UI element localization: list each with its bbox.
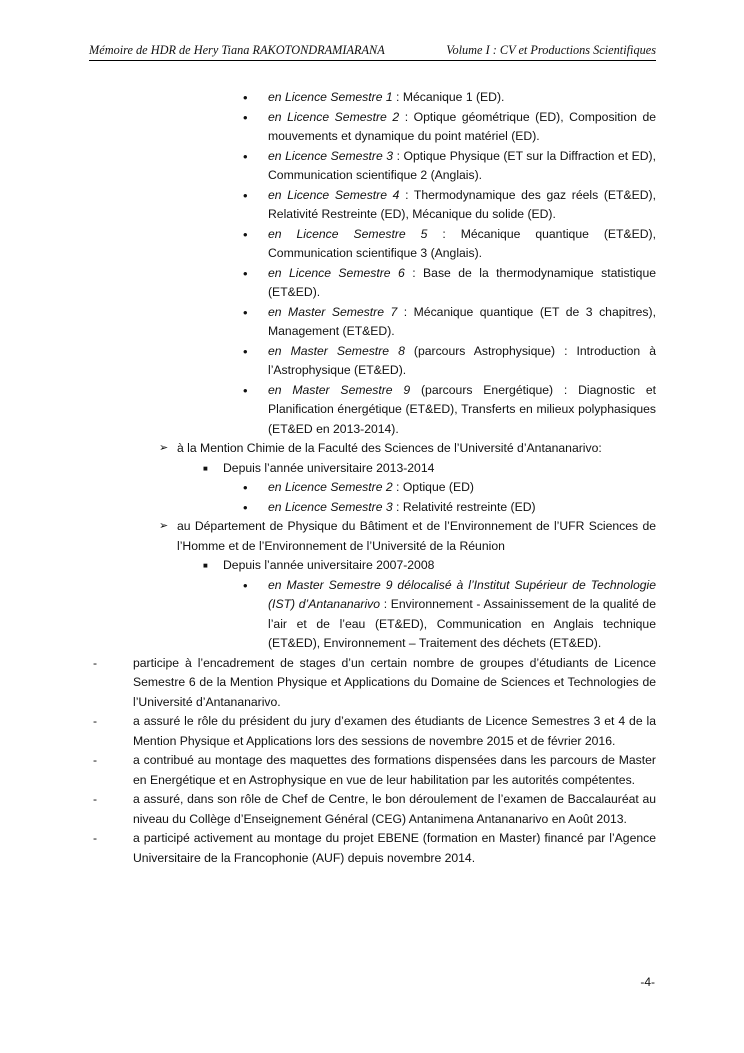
course-desc: : Mécanique 1 (ED).: [392, 90, 505, 104]
course-desc: : Thermodynamique des gaz réels (ET&ED), Relativité Restreinte (ED), Mécanique du solide (ED).: [268, 187, 656, 221]
role-item: [0, 654, 744, 713]
list-item: [0, 186, 744, 225]
list-item: [0, 88, 744, 108]
role-text: participe à l’encadrement de stages d’un certain nombre de groupes d’étudiants de Licence Semestre 6 de la Mention Physique et Applications du Domaine de Sciences et Technologies de l’Université d’Antananarivo.: [133, 655, 656, 709]
role-text: a contribué au montage des maquettes des formations dispensées dans les parcours de Master en Energétique et en Astrophysique en vue de leur habilitation par les autorités compétentes.: [133, 753, 656, 787]
role-item: [0, 751, 744, 790]
dash-bullet: -: [93, 792, 98, 806]
reunion-heading-text: au Département de Physique du Bâtiment et de l’Environnement de l’UFR Sciences de l’Homme et de l’Environnement de l’Université de la Réunion: [177, 519, 656, 553]
list-item: [0, 147, 744, 186]
course-name: en Licence Semestre 3: [268, 499, 393, 514]
role-text: a assuré le rôle du président du jury d’examen des étudiants de Licence Semestres 3 et 4 de la Mention Physique et Applications lors des sessions de novembre 2015 et de février 2016.: [133, 714, 656, 748]
course-name: en Licence Semestre 4: [268, 187, 400, 202]
role-item: [0, 829, 744, 868]
list-item: [0, 225, 744, 264]
document-body: [0, 88, 744, 868]
reunion-since: [0, 556, 744, 576]
dash-bullet: -: [93, 831, 98, 845]
bullet: •: [243, 265, 248, 281]
reunion-heading: [0, 517, 744, 556]
chimie-heading-text: à la Mention Chimie de la Faculté des Sciences de l’Université d’Antananarivo:: [177, 441, 602, 455]
course-name: en Licence Semestre 1: [268, 90, 393, 104]
bullet: •: [243, 382, 248, 398]
course-desc: : Environnement - Assainissement de la qualité de l’air et de l’eau (ET&ED), Communication en Anglais technique (ET&ED), Environnement – Traitement des déchets (ET&ED).: [268, 597, 656, 650]
course-desc: : Base de la thermodynamique statistique (ET&ED).: [268, 265, 657, 299]
course-name: en Licence Semestre 2: [268, 480, 393, 494]
role-item: [0, 712, 744, 751]
chimie-since: [0, 459, 744, 479]
bullet: •: [243, 187, 248, 203]
bullet: •: [243, 343, 248, 359]
dash-bullet: -: [93, 655, 98, 670]
course-desc: : Optique Physique (ET sur la Diffraction et ED), Communication scientifique 2 (Anglais).: [268, 148, 657, 182]
course-desc: (parcours Energétique) : Diagnostic et Planification énergétique (ET&ED), Transferts en milieux polyphasiques (ET&ED en 2013-2014).: [268, 382, 656, 436]
reunion-since-text: Depuis l’année universitaire 2007-2008: [223, 558, 435, 572]
header-rule: [89, 60, 656, 61]
chimie-heading: [0, 439, 744, 459]
bullet: •: [243, 304, 248, 320]
list-item: [0, 108, 744, 147]
course-desc: : Relativité restreinte (ED): [392, 499, 536, 514]
square-bullet-icon: ■: [203, 463, 208, 473]
course-desc: (parcours Astrophysique) : Introduction à l’Astrophysique (ET&ED).: [268, 343, 656, 377]
role-text: a participé activement au montage du projet EBENE (formation en Master) financé par l’Agence Universitaire de la Francophonie (AUF) depuis novembre 2014.: [133, 831, 656, 865]
course-desc: : Mécanique quantique (ET&ED), Communication scientifique 3 (Anglais).: [268, 226, 656, 260]
physique-course-list: [0, 88, 744, 439]
course-name: en Licence Semestre 6: [268, 265, 405, 280]
page-number: -4-: [640, 975, 655, 989]
arrow-bullet-icon: ➢: [159, 442, 169, 454]
list-item: [0, 264, 744, 303]
course-name: en Licence Semestre 3: [268, 148, 394, 163]
list-item: [0, 498, 744, 518]
role-text: a assuré, dans son rôle de Chef de Centre, le bon déroulement de l’examen de Baccalauréat au niveau du Collège d’Enseignement Général (CEG) Antanimena Antananarivo en Août 2013.: [133, 792, 656, 826]
arrow-bullet-icon: ➢: [159, 520, 169, 532]
dash-bullet: -: [93, 714, 98, 728]
header-volume: Volume I : CV et Productions Scientifiques: [446, 43, 656, 57]
bullet: •: [243, 90, 248, 105]
course-name: en Master Semestre 7: [268, 304, 398, 319]
course-name: en Master Semestre 8: [268, 343, 405, 358]
square-bullet-icon: ■: [203, 561, 208, 570]
bullet: •: [243, 577, 248, 593]
course-name: en Licence Semestre 5: [268, 226, 428, 241]
bullet: •: [243, 480, 248, 495]
list-item: [0, 381, 744, 440]
list-item: [0, 576, 744, 654]
bullet: •: [243, 499, 248, 515]
course-desc: : Mécanique quantique (ET de 3 chapitres), Management (ET&ED).: [268, 304, 656, 338]
running-header: [89, 40, 656, 60]
bullet: •: [243, 109, 248, 125]
course-desc: : Optique géométrique (ED), Composition de mouvements et dynamique du point matériel (ED).: [268, 109, 657, 143]
dash-bullet: -: [93, 753, 98, 767]
header-author: Mémoire de HDR de Hery Tiana RAKOTONDRAMIARANA: [89, 43, 385, 57]
roles-list: [0, 654, 744, 869]
role-item: [0, 790, 744, 829]
course-name: en Licence Semestre 2: [268, 109, 400, 124]
chimie-since-text: Depuis l’année universitaire 2013-2014: [223, 460, 435, 475]
list-item: [0, 342, 744, 381]
course-name: en Master Semestre 9: [268, 382, 411, 397]
bullet: •: [243, 226, 248, 242]
bullet: •: [243, 148, 248, 164]
course-name: en Master Semestre 9 délocalisé à l’Institut Supérieur de Technologie (IST) d’Antananarivo: [268, 577, 656, 611]
course-desc: : Optique (ED): [392, 480, 474, 494]
list-item: [0, 303, 744, 342]
list-item: [0, 478, 744, 498]
